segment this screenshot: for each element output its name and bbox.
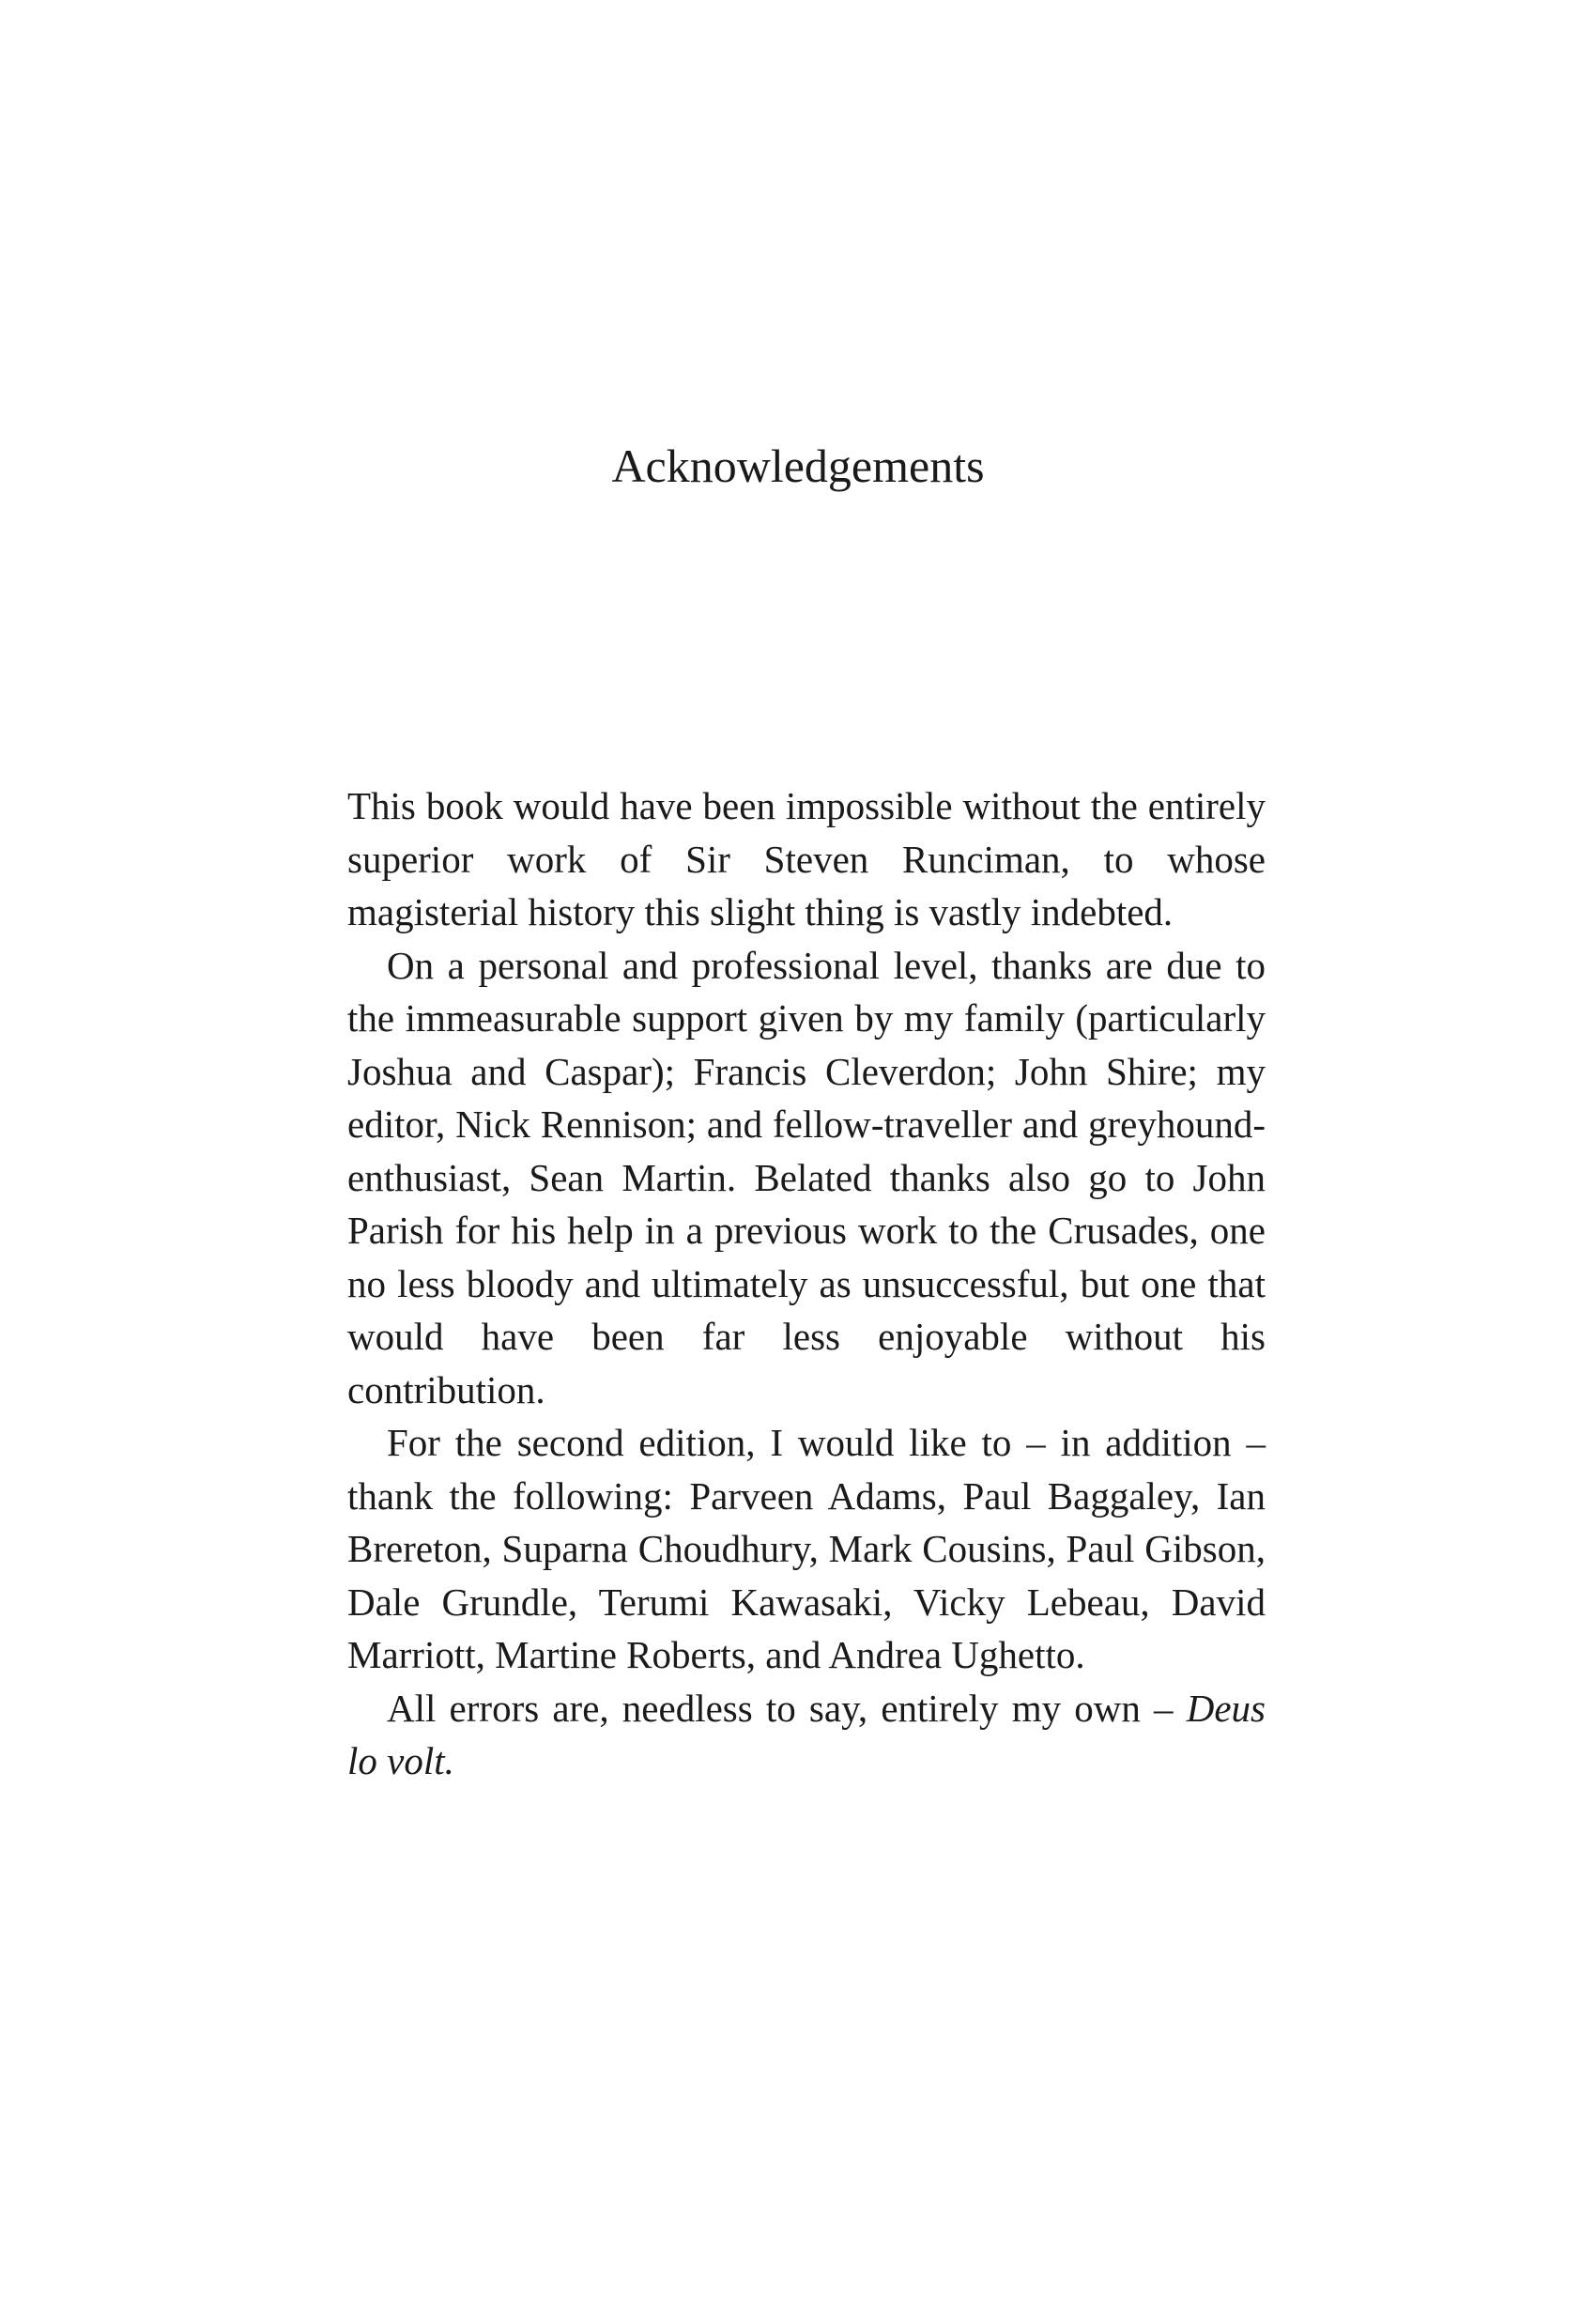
paragraph-errors — [347, 1682, 1266, 1788]
acknowledgements-body — [347, 779, 1266, 1788]
paragraph-second-edition: For the second edition, I would like to – in addition – thank the following: Parveen Adams, Paul Baggaley, Ian Brereton, Suparna Choudhury, Mark Cousins, Paul Gibson, Dale Grundle, Terumi Kawasaki, Vicky Lebeau, David Marriott, Martine Roberts, and Andrea Ughetto. — [347, 1421, 1266, 1676]
errors-text: All errors are, needless to say, entirely my own – — [387, 1686, 1174, 1730]
page-title: Acknowledgements — [611, 439, 985, 492]
paragraph-personal-thanks: On a personal and professional level, thanks are due to the immeasurable support given by my family (particularly Joshua and Caspar); Francis Cleverdon; John Shire; my editor, Nick Rennison; and fellow-traveller and greyhound-enthusiast, Sean Martin. Belated thanks also go to John Parish for his help in a previous work to the Crusades, one no less bloody and ultimately as unsuccessful, but one that would have been far less enjoyable without his contribution. — [347, 943, 1266, 1411]
paragraph-runciman: This book would have been impossible without the entirely superior work of Sir Steven Runciman, to whose magisterial history this slight thing is vastly indebted. — [347, 784, 1266, 933]
deus-lo-volt: Deus lo volt. — [347, 1686, 1266, 1782]
